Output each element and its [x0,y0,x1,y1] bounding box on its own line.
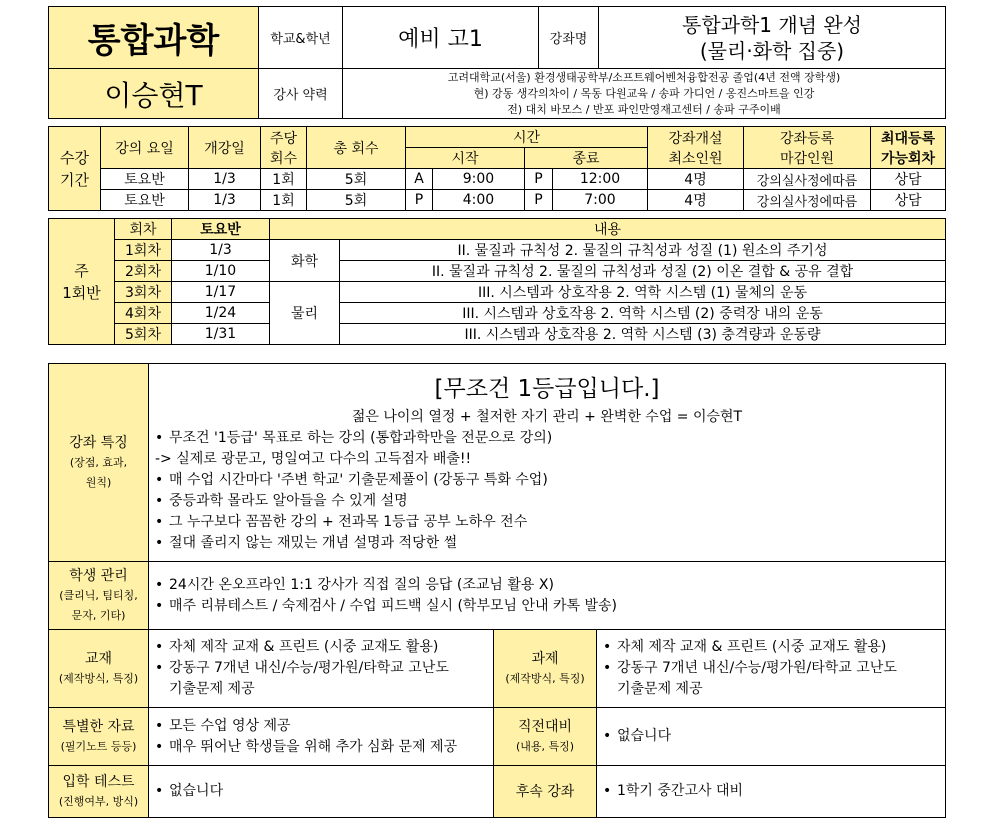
special-item [155,716,487,737]
mgmt-text: 24시간 온오프라인 1:1 강사가 직접 질의 응답 (조교님 활용 X) [169,576,554,593]
session-content: III. 시스템과 상호작용 2. 역학 시스템 (1) 물체의 운동 [340,282,946,303]
special-label [49,708,149,766]
features-content [149,364,946,562]
special-title: 특별한 자료 [62,718,135,735]
row-total: 5회 [307,169,406,190]
bullet: • [155,639,164,655]
homework-item [603,637,939,658]
row-day: 토요반 [101,169,189,190]
col-weekly [261,127,307,169]
material-sub: (제작방식, 특징) [58,671,139,685]
period-label [49,127,101,211]
material-label [49,630,149,708]
feature-item [155,512,939,533]
schedule-row [49,169,946,190]
homework-sub: (제작방식, 특징) [505,671,585,685]
col-time: 시간 [406,127,648,148]
homework-content [597,630,946,708]
course-name [599,7,946,69]
row-min: 4명 [648,190,744,211]
row-weekly: 1회 [261,190,307,211]
bullet: • [155,535,164,551]
row-start: 1/3 [189,169,261,190]
row-deadline: 강의실사정에따름 [744,169,871,190]
session-content: III. 시스템과 상호작용 2. 역학 시스템 (3) 충격량과 운동량 [340,324,946,345]
teacher-profile [343,69,946,119]
col-min-2: 최소인원 [668,150,723,167]
col-start-date: 개강일 [189,127,261,169]
session-label: 5회차 [115,324,172,345]
bullet: • [155,597,164,614]
session-date: 1/31 [172,324,270,345]
bullet: • [603,728,612,744]
test-text: 없습니다 [169,783,224,799]
col-deadline-2: 마감인원 [779,150,835,167]
course-name-line1: 통합과학1 개념 완성 [682,12,862,37]
prep-title: 직전대비 [517,718,573,735]
bullet: • [155,472,164,488]
col-min [648,127,744,169]
session-date: 1/24 [172,303,270,324]
prep-content [597,708,946,766]
col-max [871,127,946,169]
col-time-end: 종료 [525,148,648,169]
follow-label: 후속 강좌 [494,766,597,818]
bullet: • [155,493,164,509]
row-day: 토요반 [101,190,189,211]
test-content [149,766,494,818]
follow-content [597,766,946,818]
col-weekly-1: 주당 [269,130,298,147]
mgmt-sub-1: (클리닉, 팀티칭, [59,588,138,602]
follow-item [603,781,939,802]
profile-line: 현) 강동 생각의차이 / 목동 다원교육 / 송파 가디언 / 옹진스마트을 인강 [473,86,815,100]
row-ampm-start: A [406,169,433,190]
col-session: 회차 [115,219,172,240]
subject-physics: 물리 [270,282,340,345]
subject-brand: 통합과학 [49,7,259,69]
row-total: 5회 [307,190,406,211]
mgmt-sub-2: 문자, 기타) [71,608,126,622]
mgmt-title: 학생 관리 [69,567,128,584]
schedule-row [49,190,946,211]
mgmt-item [155,575,939,596]
row-end-time: 7:00 [553,190,648,211]
feature-text: 그 누구보다 꼼꼼한 강의 + 전과목 1등급 공부 노하우 전수 [169,514,528,530]
row-start-time: 4:00 [433,190,525,211]
row-max: 상담 [871,169,946,190]
bullet: • [155,660,164,676]
row-deadline: 강의실사정에따름 [744,190,871,211]
homework-text: 강동구 7개년 내신/수능/평가원/타학교 고난도 [617,660,897,676]
row-start: 1/3 [189,190,261,211]
session-content: II. 물질과 규칙성 2. 물질의 규칙성과 성질 (1) 원소의 주기성 [340,240,946,261]
session-content: II. 물질과 규칙성 2. 물질의 규칙성과 성질 (2) 이온 결합 & 공유 결합 [340,261,946,282]
homework-item-cont: 기출문제 제공 [617,681,703,697]
session-label: 2회차 [115,261,172,282]
homework-title: 과제 [531,650,559,667]
features-label [49,364,149,562]
material-text: 자체 제작 교재 & 프린트 (시중 교재도 활용) [169,639,439,655]
test-label [49,766,149,818]
weekplan-row [49,282,946,303]
mgmt-label [49,562,149,630]
session-date: 1/17 [172,282,270,303]
session-label: 3회차 [115,282,172,303]
weekplan-side-label [49,219,115,345]
special-text: 매우 뛰어난 학생들을 위해 추가 심화 문제 제공 [169,738,458,755]
details-table [48,363,946,818]
bullet: • [155,576,164,593]
course-header-table [48,6,946,119]
col-weekly-2: 회수 [269,150,298,167]
weekplan-row [49,261,946,282]
label-course-name: 강좌명 [539,7,599,69]
bullet: • [603,639,612,655]
mgmt-item [155,596,939,617]
homework-label [494,630,597,708]
features-sub-2: 원칙) [85,475,112,489]
special-sub: (필기노트 등등) [60,739,137,753]
prep-label [494,708,597,766]
material-title: 교재 [84,650,113,667]
session-date: 1/10 [172,261,270,282]
mgmt-text: 매주 리뷰테스트 / 숙제검사 / 수업 피드백 실시 (학부모님 안내 카톡 발송) [169,597,617,614]
special-text: 모든 수업 영상 제공 [169,717,291,734]
row-min: 4명 [648,169,744,190]
row-max: 상담 [871,190,946,211]
label-profile: 강사 약력 [259,69,343,119]
col-max-2: 가능회차 [880,150,936,167]
period-label-1: 수강 [60,148,89,167]
col-total: 총 회수 [307,127,406,169]
weekplan-side-1: 주 [74,261,89,280]
row-start-time: 9:00 [433,169,525,190]
row-ampm-start: P [406,190,433,211]
homework-item [603,658,939,679]
col-day: 강의 요일 [101,127,189,169]
bullet: • [155,430,164,446]
feature-text: 절대 졸리지 않는 재밌는 개념 설명과 적당한 썰 [169,535,458,551]
feature-text: 매 수업 시간마다 '주변 학교' 기출문제풀이 (강동구 특화 수업) [169,472,548,488]
feature-text: 중등과학 몰라도 알아들을 수 있게 설명 [169,493,408,509]
session-content: III. 시스템과 상호작용 2. 역학 시스템 (2) 중력장 내의 운동 [340,303,946,324]
prep-sub: (내용, 특징) [515,739,575,753]
bullet: • [155,783,164,799]
weekplan-row [49,324,946,345]
bullet: • [603,660,612,676]
material-text: 강동구 7개년 내신/수능/평가원/타학교 고난도 [169,660,449,676]
bullet: • [155,738,164,755]
test-title: 입학 테스트 [62,773,135,790]
motto: 젊은 나이의 열정 + 철저한 자기 관리 + 완벽한 수업 = 이승현T [351,409,743,425]
material-item [155,637,487,658]
material-content [149,630,494,708]
features-title: 강좌 특징 [69,434,128,451]
profile-line: 전) 대치 바모스 / 반포 파인만영재고센터 / 송파 구주이배 [507,102,781,116]
prep-item [603,726,939,747]
col-time-start: 시작 [406,148,525,169]
label-school-grade: 학교&학년 [259,7,343,69]
col-content: 내용 [270,219,946,240]
homework-text: 자체 제작 교재 & 프린트 (시중 교재도 활용) [617,639,887,655]
period-label-2: 기간 [60,170,89,189]
prep-text: 없습니다 [617,728,672,744]
teacher-name: 이승현T [49,69,259,119]
col-deadline [744,127,871,169]
col-saturday: 토요반 [172,219,270,240]
feature-text: -> 실제로 광문고, 명일여고 다수의 고득점자 배출!! [155,451,472,467]
bullet: • [155,717,164,734]
feature-item [155,491,939,512]
col-max-1: 최대등록 [880,130,936,147]
special-item [155,737,487,758]
feature-item [155,470,939,491]
test-item [155,781,487,802]
slogan: [무조건 1등급입니다.] [434,376,660,402]
schedule-table [48,126,946,211]
session-label: 1회차 [115,240,172,261]
feature-item [155,449,939,470]
weekplan-row [49,303,946,324]
bullet: • [155,514,164,530]
session-date: 1/3 [172,240,270,261]
test-sub: (진행여부, 방식) [58,794,139,808]
subject-chemistry: 화학 [270,240,340,282]
course-name-line2: (물리·화학 집중) [699,38,845,63]
profile-line: 고려대학교(서울) 환경생태공학부/소프트웨어벤처융합전공 졸업(4년 전액 장학생) [447,70,841,84]
features-sub-1: (장점, 효과, [69,455,128,469]
feature-text: 무조건 '1등급' 목표로 하는 강의 (통합과학만을 전문으로 강의) [169,430,553,446]
special-content [149,708,494,766]
row-weekly: 1회 [261,169,307,190]
feature-item [155,533,939,554]
bullet: • [603,783,612,799]
col-min-1: 강좌개설 [668,130,723,147]
follow-text: 1학기 중간고사 대비 [617,783,743,799]
feature-item [155,428,939,449]
row-ampm-end: P [525,190,553,211]
row-ampm-end: P [525,169,553,190]
weekplan-table [48,218,946,345]
material-item [155,658,487,679]
col-deadline-1: 강좌등록 [779,130,835,147]
row-end-time: 12:00 [553,169,648,190]
weekplan-side-2: 1회반 [62,283,101,302]
session-label: 4회차 [115,303,172,324]
weekplan-row [49,240,946,261]
material-item-cont: 기출문제 제공 [169,681,255,697]
mgmt-content [149,562,946,630]
grade-value: 예비 고1 [343,7,539,69]
